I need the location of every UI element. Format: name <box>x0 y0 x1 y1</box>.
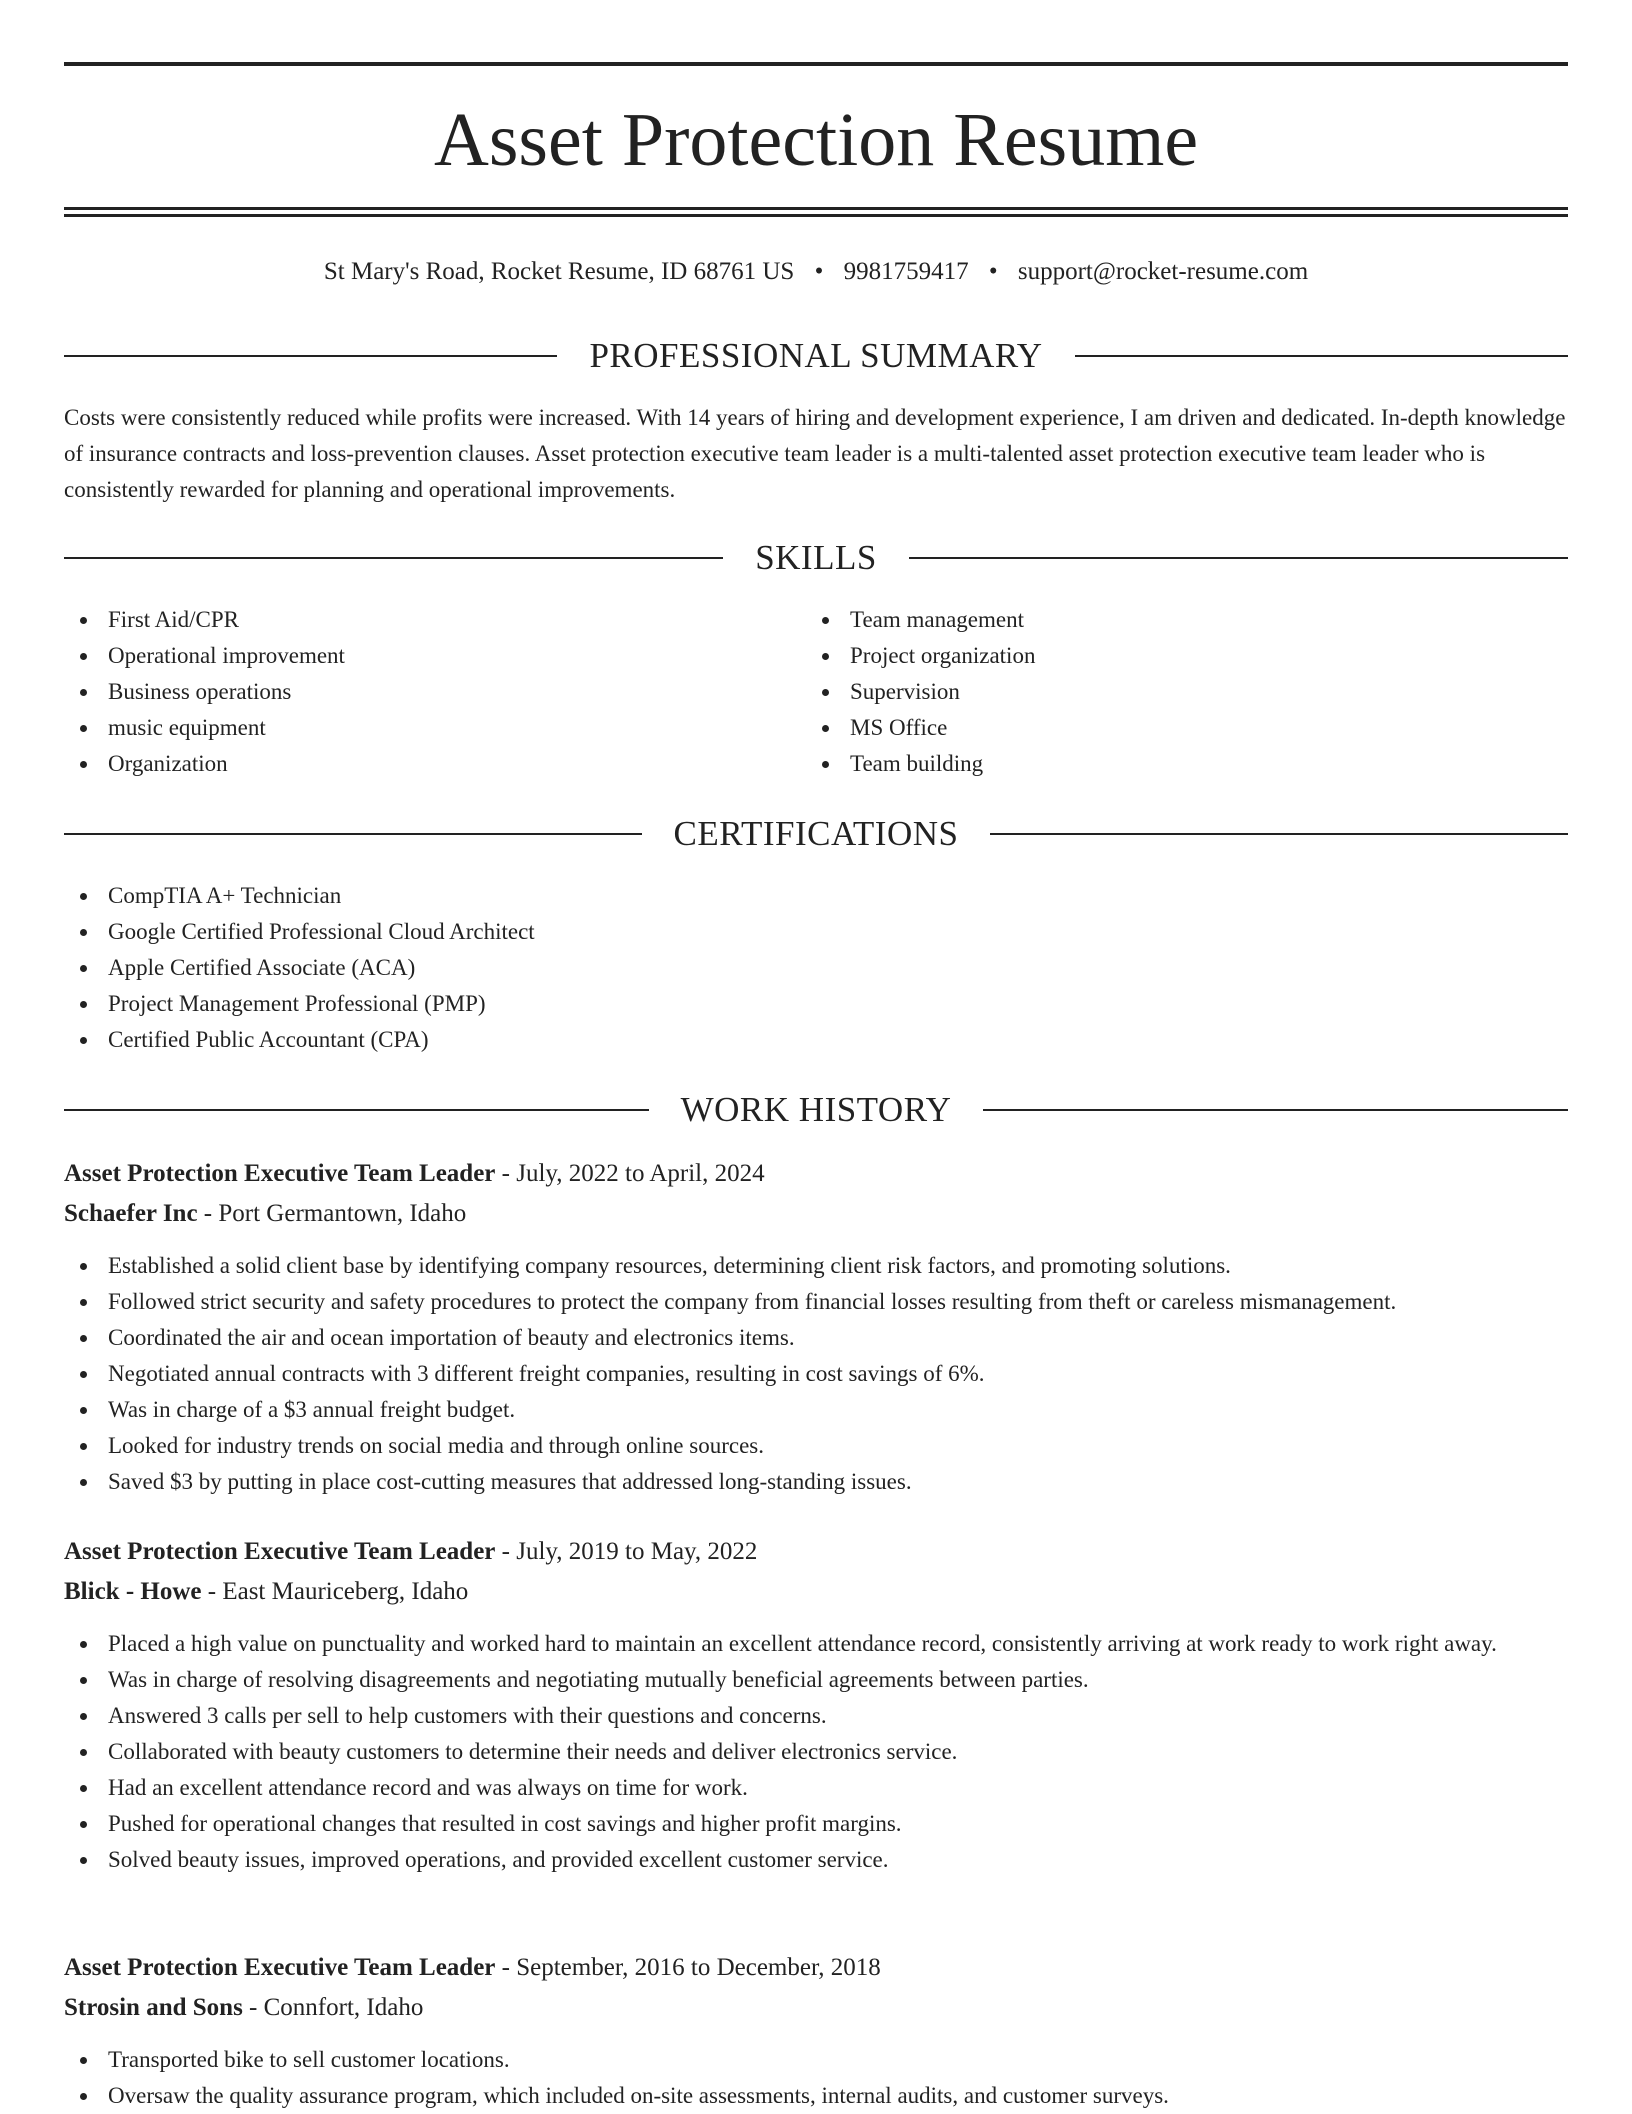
job-bullets <box>64 2042 1568 2114</box>
job-bullet: Negotiated annual contracts with 3 different freight companies, resulting in cost savings of 6%. <box>64 1356 1568 1392</box>
skill-item: Team building <box>806 746 1506 782</box>
job-bullet: Looked for industry trends on social media and through online sources. <box>64 1428 1568 1464</box>
job-bullet: Oversaw the quality assurance program, which included on-site assessments, internal audits, and customer surveys. <box>64 2078 1568 2114</box>
job-bullet: Coordinated the air and ocean importation of beauty and electronics items. <box>64 1320 1568 1356</box>
skill-item: Organization <box>64 746 764 782</box>
summary-heading <box>64 334 1568 378</box>
job-dates: - July, 2019 to May, 2022 <box>495 1538 758 1565</box>
job-bullet: Was in charge of resolving disagreements and negotiating mutually beneficial agreements between parties. <box>64 1662 1568 1698</box>
certification-item: Apple Certified Associate (ACA) <box>64 950 1568 986</box>
job-title: Asset Protection Executive Team Leader <box>64 1538 496 1565</box>
job-location: - Connfort, Idaho <box>242 1994 424 2021</box>
heading-rule <box>64 833 642 835</box>
heading-rule <box>983 1109 1568 1111</box>
job-bullet: Answered 3 calls per sell to help customers with their questions and concerns. <box>64 1698 1568 1734</box>
contact-address: St Mary's Road, Rocket Resume, ID 68761 US <box>323 258 795 285</box>
certifications-list <box>64 878 1568 1058</box>
job-bullet: Established a solid client base by identifying company resources, determining client risk factors, and promoting solutions. <box>64 1248 1568 1284</box>
skills-heading <box>64 536 1568 580</box>
job-bullet: Followed strict security and safety procedures to protect the company from financial losses resulting from theft or careless mismanagement. <box>64 1284 1568 1320</box>
job-company-line <box>64 1194 1568 1234</box>
certification-item: Project Management Professional (PMP) <box>64 986 1568 1022</box>
job-location: - Port Germantown, Idaho <box>197 1200 467 1227</box>
job-company: Schaefer Inc <box>64 1200 198 1227</box>
contact-phone: 9981759417 <box>843 258 969 285</box>
skill-item: Supervision <box>806 674 1506 710</box>
contact-line <box>64 256 1568 288</box>
job-title: Asset Protection Executive Team Leader <box>64 1160 496 1187</box>
work-history-heading-label: WORK HISTORY <box>680 1090 952 1129</box>
job-company: Strosin and Sons <box>64 1994 243 2021</box>
job-company: Blick - Howe <box>64 1578 202 1605</box>
job-title: Asset Protection Executive Team Leader <box>64 1954 496 1981</box>
skill-item: Project organization <box>806 638 1506 674</box>
skill-item: music equipment <box>64 710 764 746</box>
job-dates: - September, 2016 to December, 2018 <box>495 1954 881 1981</box>
certification-item: CompTIA A+ Technician <box>64 878 1568 914</box>
job-bullet: Pushed for operational changes that resulted in cost savings and higher profit margins. <box>64 1806 1568 1842</box>
job-bullet: Saved $3 by putting in place cost-cutting measures that addressed long-standing issues. <box>64 1464 1568 1500</box>
job-entry <box>64 1154 1568 1500</box>
summary-text: Costs were consistently reduced while profits were increased. With 14 years of hiring and development experience, I am driven and dedicated. In-depth knowledge of insurance contracts and loss-prevention clauses. Asset protection executive team leader is a multi-talented asset protection executive team leader who is consistently rewarded for planning and operational improvements. <box>64 405 1566 502</box>
skill-item: Business operations <box>64 674 764 710</box>
contact-separator: • <box>814 258 824 285</box>
skills-list-right <box>806 602 1506 782</box>
heading-rule <box>64 355 557 357</box>
certifications-heading <box>64 812 1568 856</box>
contact-email: support@rocket-resume.com <box>1017 258 1309 285</box>
job-role-line <box>64 1948 1568 1988</box>
skill-item: First Aid/CPR <box>64 602 764 638</box>
job-bullet: Solved beauty issues, improved operations, and provided excellent customer service. <box>64 1842 1568 1878</box>
job-bullet: Collaborated with beauty customers to determine their needs and deliver electronics service. <box>64 1734 1568 1770</box>
job-bullet: Was in charge of a $3 annual freight budget. <box>64 1392 1568 1428</box>
work-history-heading <box>64 1088 1568 1132</box>
job-dates: - July, 2022 to April, 2024 <box>495 1160 765 1187</box>
job-entry <box>64 1948 1568 2114</box>
job-company-line <box>64 1988 1568 2028</box>
certification-item: Google Certified Professional Cloud Architect <box>64 914 1568 950</box>
title-rule-lower <box>64 214 1568 217</box>
job-role-line <box>64 1154 1568 1194</box>
skills-heading-label: SKILLS <box>755 538 877 577</box>
skill-item: Team management <box>806 602 1506 638</box>
contact-separator: • <box>988 258 998 285</box>
summary-heading-label: PROFESSIONAL SUMMARY <box>589 336 1043 375</box>
job-bullet: Placed a high value on punctuality and worked hard to maintain an excellent attendance record, consistently arriving at work ready to work right away. <box>64 1626 1568 1662</box>
certifications-heading-label: CERTIFICATIONS <box>673 814 959 853</box>
top-rule <box>64 62 1568 66</box>
job-bullets <box>64 1248 1568 1500</box>
job-entry <box>64 1532 1568 1878</box>
job-bullet: Had an excellent attendance record and was always on time for work. <box>64 1770 1568 1806</box>
certification-item: Certified Public Accountant (CPA) <box>64 1022 1568 1058</box>
job-bullets <box>64 1626 1568 1878</box>
skills-list-left <box>64 602 764 782</box>
heading-rule <box>1075 355 1568 357</box>
skill-item: Operational improvement <box>64 638 764 674</box>
skill-item: MS Office <box>806 710 1506 746</box>
heading-rule <box>909 557 1568 559</box>
heading-rule <box>64 557 723 559</box>
heading-rule <box>990 833 1568 835</box>
heading-rule <box>64 1109 649 1111</box>
job-company-line <box>64 1572 1568 1612</box>
job-bullet: Transported bike to sell customer locations. <box>64 2042 1568 2078</box>
job-location: - East Mauriceberg, Idaho <box>201 1578 469 1605</box>
title-rule-upper <box>64 207 1568 210</box>
page-title: Asset Protection Resume <box>433 98 1199 182</box>
job-role-line <box>64 1532 1568 1572</box>
